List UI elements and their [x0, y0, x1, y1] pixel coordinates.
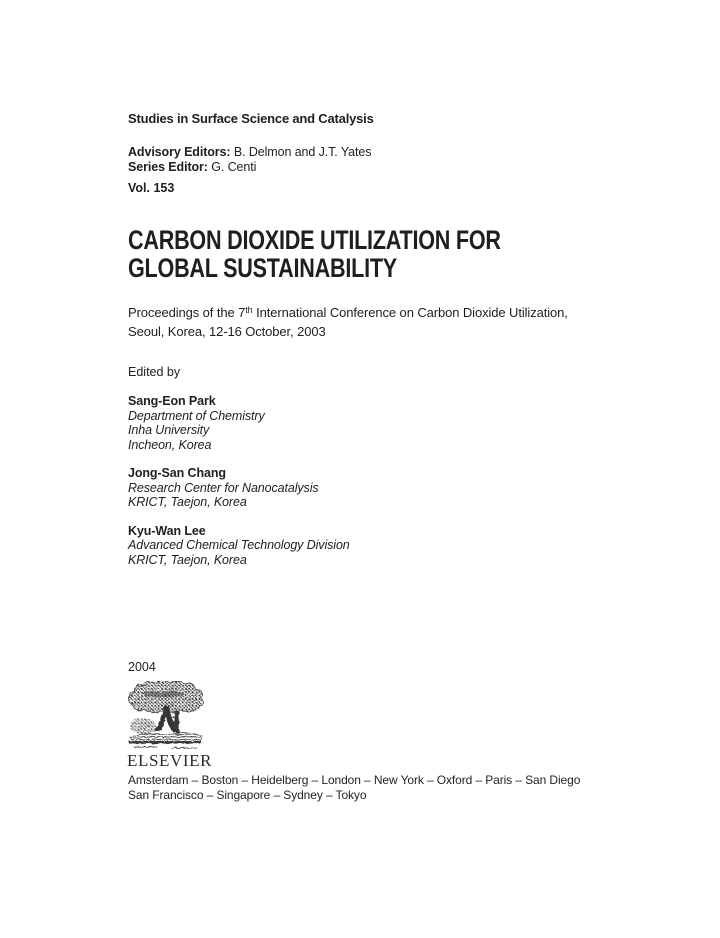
editor-affiliation-line: Department of Chemistry: [128, 408, 265, 423]
series-editors: [128, 145, 371, 175]
publisher-cities: [128, 773, 580, 803]
cities-line-2: San Francisco – Singapore – Sydney – Tokyo: [128, 788, 367, 802]
subtitle-superscript: th: [245, 305, 253, 315]
cities-line-1: Amsterdam – Boston – Heidelberg – London – New York – Oxford – Paris – San Diego: [128, 773, 581, 787]
editor-affiliation-line: KRICT, Taejon, Korea: [128, 552, 247, 567]
publication-year: 2004: [128, 660, 156, 674]
editor-name: Jong-San Chang: [128, 466, 226, 480]
book-title-line-1: CARBON DIOXIDE UTILIZATION FOR: [128, 225, 501, 255]
volume-number: Vol. 153: [128, 181, 175, 195]
editor-entry: [128, 394, 350, 452]
series-editor-line: [128, 160, 371, 175]
elsevier-tree-logo-icon: [127, 681, 205, 752]
advisory-editors-value: B. Delmon and J.T. Yates: [230, 145, 372, 159]
publisher-wordmark: ELSEVIER: [127, 751, 213, 770]
series-title: Studies in Surface Science and Catalysis: [128, 111, 374, 126]
conference-subtitle: [128, 303, 568, 341]
editor-name: Sang-Eon Park: [128, 394, 216, 408]
subtitle-prefix: Proceedings of the 7: [128, 305, 246, 320]
editor-name: Kyu-Wan Lee: [128, 523, 206, 538]
editor-entry: [128, 466, 350, 510]
subtitle-line-2: Seoul, Korea, 12-16 October, 2003: [128, 324, 326, 339]
editor-affiliation-line: Inha University: [128, 423, 210, 437]
editors-list: [128, 394, 350, 581]
editor-entry: [128, 524, 350, 568]
series-editor-value: G. Centi: [207, 160, 257, 174]
subtitle-line-1: [128, 303, 568, 322]
editor-affiliation-line: Advanced Chemical Technology Division: [128, 538, 350, 552]
advisory-editors-label: Advisory Editors:: [128, 145, 231, 159]
edited-by-heading: Edited by: [128, 365, 181, 379]
editor-affiliation-line: Incheon, Korea: [128, 437, 212, 452]
editor-affiliation-line: KRICT, Taejon, Korea: [128, 495, 247, 509]
advisory-editors-line: [128, 145, 371, 160]
series-editor-label: Series Editor:: [128, 160, 208, 174]
book-title-line-2: GLOBAL SUSTAINABILITY: [128, 253, 397, 283]
book-title: [128, 226, 501, 282]
editor-affiliation-line: Research Center for Nanocatalysis: [128, 480, 319, 495]
subtitle-rest: International Conference on Carbon Dioxide Utilization,: [252, 305, 568, 320]
